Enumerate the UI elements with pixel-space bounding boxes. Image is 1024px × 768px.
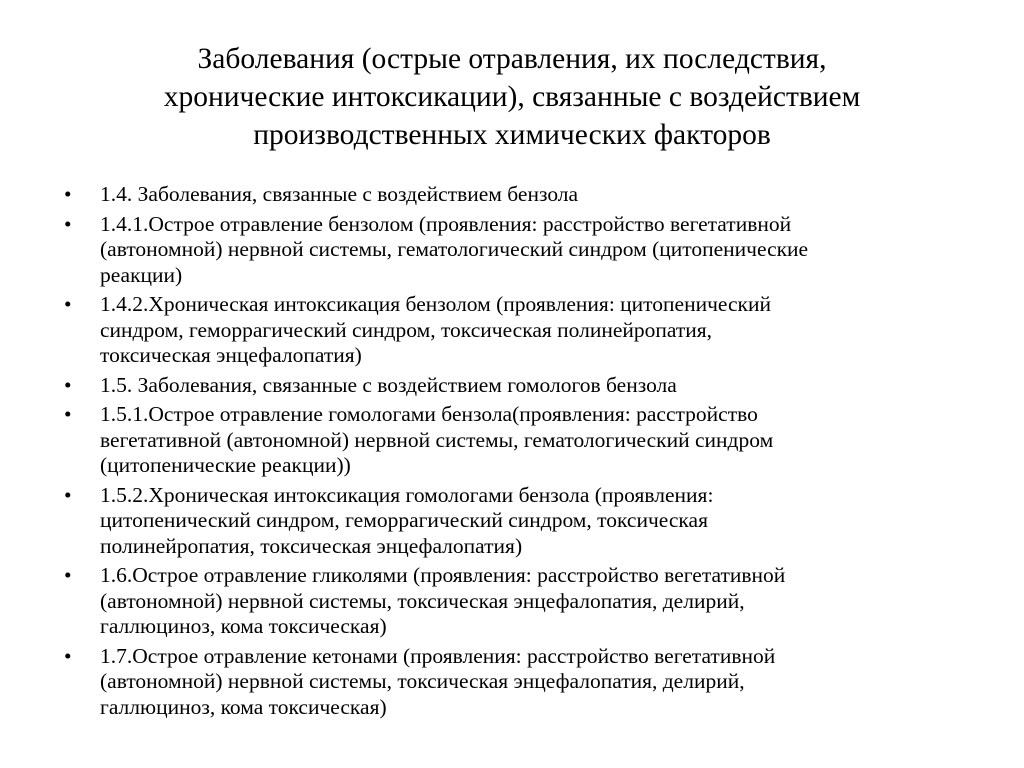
title-line: Заболевания (острые отравления, их последствия, [197,43,827,75]
bullet-text: (автономной) нервной системы, токсическая энцефалопатия, делирий, [100,669,745,693]
title-line: хронические интоксикации), связанные с воздействием [163,81,861,113]
bullet-text: 1.4.1.Острое отравление бензолом (проявления: расстройство вегетативной [100,211,792,236]
bullet-text: цитопенический синдром, геморрагический синдром, токсическая [100,508,708,532]
bullet-text: 1.6.Острое отравление гликолями (проявления: расстройство вегетативной [100,563,786,587]
bullet-icon: • [64,182,72,206]
bullet-text: 1.5. Заболевания, связанные с воздействием гомологов бензола [100,372,677,397]
slide-title [100,40,924,154]
bullet-text: вегетативной (автономной) нервной системы, гематологический синдром [100,427,774,452]
bullet-text: 1.7.Острое отравление кетонами (проявления: расстройство вегетативной [100,643,776,668]
title-line: производственных химических факторов [253,119,771,151]
bullet-item [64,402,964,479]
bullet-list [64,182,964,724]
bullet-icon: • [64,211,72,236]
bullet-text: реакции) [100,262,183,287]
bullet-item [64,483,964,560]
bullet-text: 1.4. Заболевания, связанные с воздействием бензола [100,182,579,206]
bullet-text: токсическая энцефалопатия) [100,343,362,367]
bullet-item [64,182,964,208]
bullet-icon: • [64,563,72,587]
bullet-text: 1.5.2.Хроническая интоксикация гомологами бензола (проявления: [100,482,714,507]
bullet-text: полинейропатия, токсическая энцефалопатия) [100,533,523,558]
bullet-icon: • [64,643,72,668]
bullet-item [64,563,964,640]
bullet-text: 1.5.1.Острое отравление гомологами бензола(проявления: расстройство [100,402,758,426]
bullet-text: 1.4.2.Хроническая интоксикация бензолом (проявления: цитопенический [100,292,771,316]
bullet-text: синдром, геморрагический синдром, токсическая полинейропатия, [100,317,713,342]
bullet-text: (автономной) нервной системы, гематологический синдром (цитопенические [100,237,809,261]
bullet-item [64,644,964,721]
bullet-text: галлюциноз, кома токсическая) [100,614,387,638]
bullet-icon: • [64,402,72,426]
bullet-text: (цитопенические реакции)) [100,453,351,477]
bullet-item [64,212,964,289]
bullet-icon: • [64,372,72,397]
bullet-icon: • [64,482,72,507]
bullet-text: галлюциноз, кома токсическая) [100,694,387,719]
bullet-text: (автономной) нервной системы, токсическая энцефалопатия, делирий, [100,588,745,613]
bullet-item [64,373,964,399]
bullet-icon: • [64,292,72,316]
bullet-item [64,292,964,369]
